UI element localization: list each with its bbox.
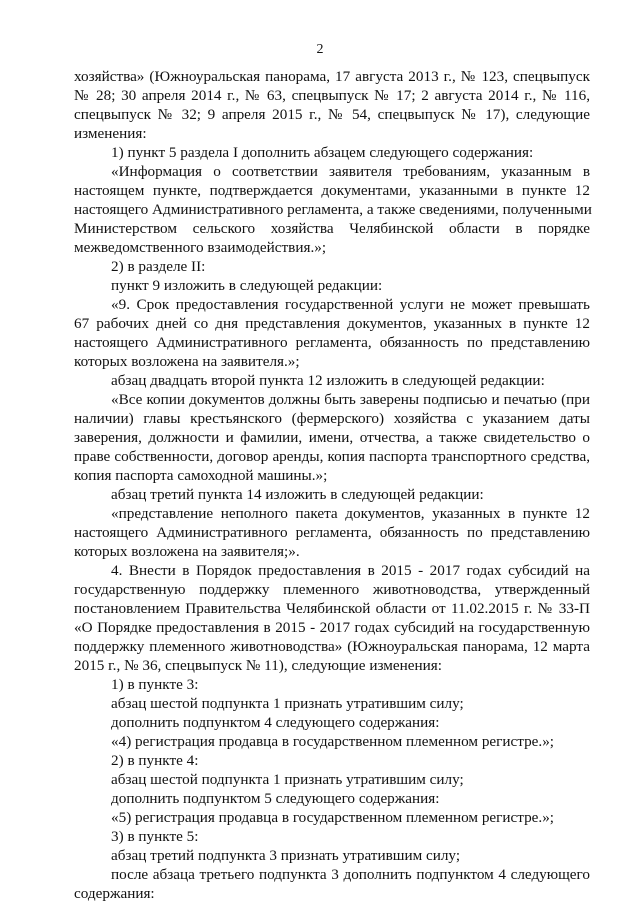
text-line: межведомственного взаимодействия.»; [74, 239, 327, 256]
text-line: хозяйства» (Южноуральская панорама, 17 августа 2013 г., № 123, спецвыпуск [74, 68, 590, 85]
text-line: спецвыпуск № 32; 9 апреля 2015 г., № 54, спецвыпуск № 17), следующие [74, 106, 590, 123]
text-line: «Все копии документов должны быть заверены подписью и печатью (при [111, 391, 590, 408]
text-line: 2015 г., № 36, спецвыпуск № 11), следующие изменения: [74, 657, 442, 674]
text-line: дополнить подпунктом 5 следующего содержания: [111, 790, 440, 807]
text-line: 2) в пункте 4: [111, 752, 199, 769]
text-line: дополнить подпунктом 4 следующего содержания: [111, 714, 440, 731]
text-line: «Информация о соответствии заявителя требованиям, указанным в [111, 163, 590, 180]
document-body [74, 67, 590, 903]
text-line: наличии) главы крестьянского (фермерского) хозяйства с указанием даты [74, 410, 590, 427]
text-line: после абзаца третьего подпункта 3 дополнить подпунктом 4 следующего [111, 866, 590, 883]
text-line: 4. Внести в Порядок предоставления в 2015 - 2017 годах субсидий на [111, 562, 590, 579]
text-line: праве собственности, договор аренды, копия паспорта транспортного средства, [74, 448, 590, 465]
text-line: пункт 9 изложить в следующей редакции: [111, 277, 383, 294]
text-line: изменения: [74, 125, 147, 142]
text-line: настоящего Административного регламента, обязанность по представлению [74, 334, 590, 351]
text-line: абзац третий подпункта 3 признать утратившим силу; [111, 847, 461, 864]
text-line: абзац шестой подпункта 1 признать утратившим силу; [111, 695, 464, 712]
text-line: настоящего Административного регламента, обязанность по представлению [74, 524, 590, 541]
text-line: 67 рабочих дней со дня представления документов, указанных в пункте 12 [74, 315, 590, 332]
text-line: содержания: [74, 885, 155, 902]
text-line: абзац шестой подпункта 1 признать утратившим силу; [111, 771, 464, 788]
text-line: «4) регистрация продавца в государственном племенном регистре.»; [111, 733, 555, 750]
text-line: настоящего Административного регламента, а также сведениями, полученными [74, 201, 592, 218]
text-line: 1) пункт 5 раздела I дополнить абзацем следующего содержания: [111, 144, 534, 161]
text-line: 2) в разделе II: [111, 258, 206, 275]
text-line: государственную поддержку племенного животноводства, утвержденный [74, 581, 590, 598]
text-line: поддержку племенного животноводства» (Южноуральская панорама, 12 марта [74, 638, 590, 655]
text-line: «О Порядке предоставления в 2015 - 2017 годах субсидий на государственную [74, 619, 590, 636]
text-line: «5) регистрация продавца в государственном племенном регистре.»; [111, 809, 555, 826]
text-line: заверения, должности и фамилии, имени, отчества, а также свидетельство о [74, 429, 590, 446]
text-line: «9. Срок предоставления государственной услуги не может превышать [111, 296, 590, 313]
text-line: абзац третий пункта 14 изложить в следующей редакции: [111, 486, 484, 503]
text-line: Министерством сельского хозяйства Челябинской области в порядке [74, 220, 590, 237]
text-line: которых возложена на заявителя;». [74, 543, 300, 560]
text-line: постановлением Правительства Челябинской области от 11.02.2015 г. № 33-П [74, 600, 590, 617]
text-line: № 28; 30 апреля 2014 г., № 63, спецвыпуск № 17; 2 августа 2014 г., № 116, [74, 87, 590, 104]
page-number: 2 [316, 42, 324, 57]
text-line: настоящем пункте, подтверждается документами, указанными в пункте 12 [74, 182, 590, 199]
text-line: 3) в пункте 5: [111, 828, 199, 845]
text-line: копия паспорта самоходной машины.»; [74, 467, 328, 484]
text-line: которых возложена на заявителя.»; [74, 353, 300, 370]
text-line: 1) в пункте 3: [111, 676, 199, 693]
text-line: абзац двадцать второй пункта 12 изложить в следующей редакции: [111, 372, 545, 389]
text-line: «представление неполного пакета документов, указанных в пункте 12 [111, 505, 590, 522]
